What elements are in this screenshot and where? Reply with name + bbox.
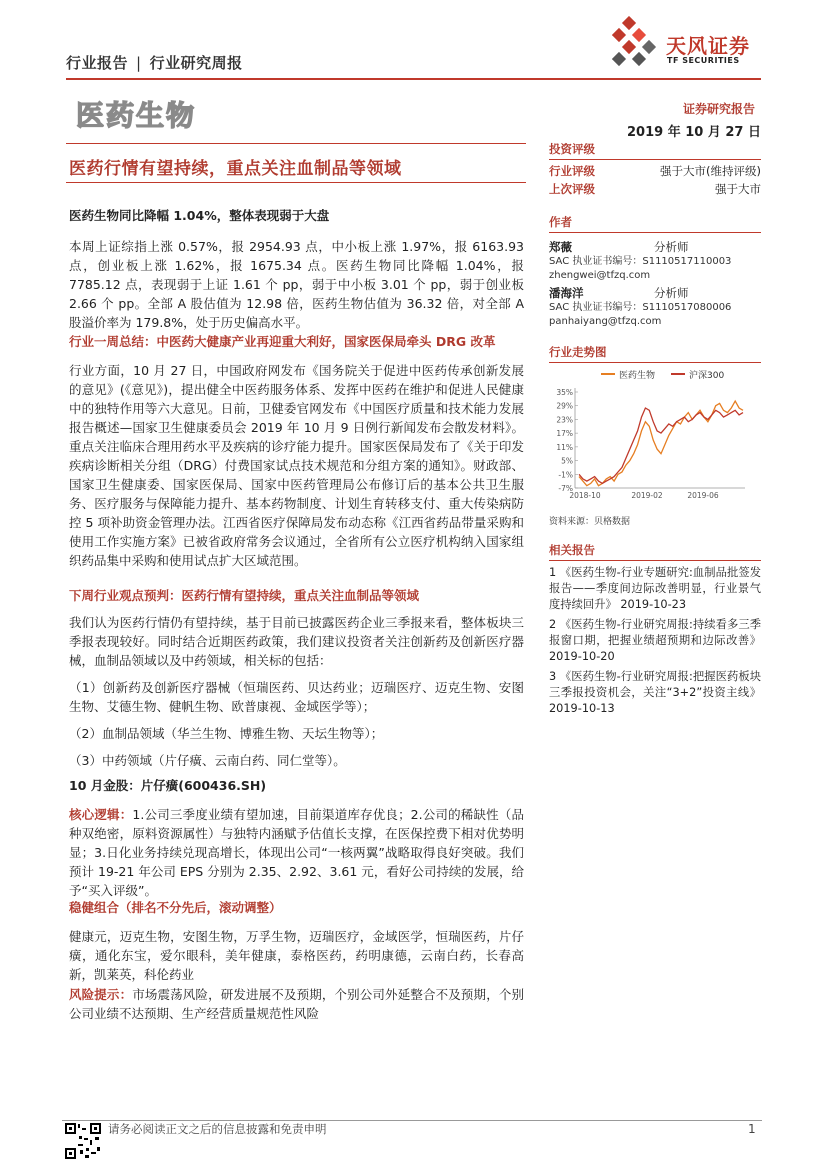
rating-row xyxy=(549,180,761,198)
analyst-email[interactable]: zhengwei@tfzq.com xyxy=(549,270,651,281)
qr-code-icon xyxy=(64,1122,102,1160)
analyst-row xyxy=(549,285,761,301)
rating-row xyxy=(549,162,761,180)
analyst-role: 分析师 xyxy=(654,286,689,300)
section-paragraph: 健康元，迈克生物，安图生物，万孚生物，迈瑞医疗，金域医学，恒瑞医药，片仔癀，通化东宝，爱尔眼科，美年健康，泰格医药，药明康德，云南白药，长春高新，凯莱英，科伦药业 xyxy=(69,929,524,982)
y-tick-label: 29% xyxy=(556,401,573,411)
y-tick-label: -7% xyxy=(558,484,573,493)
sidebar-heading: 作者 xyxy=(549,214,761,233)
sidebar-heading: 相关报告 xyxy=(549,542,761,561)
section-gold-stock xyxy=(69,776,524,900)
x-tick-label: 2019-06 xyxy=(687,491,719,500)
sidebar-heading: 投资评级 xyxy=(549,141,761,160)
sector-title: 医药生物 xyxy=(76,99,197,132)
rating-value: 强于大市 xyxy=(715,182,761,196)
report-type: 证券研究报告 xyxy=(682,102,755,116)
x-tick-label: 2018-10 xyxy=(569,491,601,500)
section-weekly-summary xyxy=(69,332,524,570)
series-line-pharma xyxy=(579,401,743,486)
report-title: 医药行情有望持续，重点关注血制品等领域 xyxy=(69,159,402,179)
inline-body: 1.公司三季度业绩有望加速，目前渠道库存优良；2.公司的稀缺性（品种双绝密，原料资源属性）与独特内涵赋予估值长支撑，在医保控费下相对优势明显；3.日化业务持续兑现高增长，体现出公司“一核两翼”战略取得良好突破。我们预计 19-21 年公司 EPS 分别为 2.35、2.92、3.61 元，看好公司持续的发展，给予“买入评级”。 xyxy=(69,807,524,898)
page-number: 1 xyxy=(748,1122,756,1136)
analyst-name: 潘海洋 xyxy=(549,286,584,300)
rating-key: 上次评级 xyxy=(549,182,595,196)
analyst-cert: SAC 执业证书编号：S1110517080006 xyxy=(549,302,732,313)
rating-value: 强于大市(维持评级) xyxy=(660,164,761,178)
y-tick-label: -1% xyxy=(558,470,573,480)
trend-chart xyxy=(549,360,761,520)
section-portfolio xyxy=(69,898,524,984)
y-tick-label: 35% xyxy=(556,388,573,397)
section-paragraph: 本周上证综指上涨 0.57%，报 2954.93 点，中小板上涨 1.97%，报 6163.93 点，创业板上涨 1.62%，报 1675.34 点。医药生物同比降幅 1.04%，报 7785.12 点，表现弱于上证 1.61 个 pp，弱于中小板 3.01 个 pp，弱于创业板 2.66 个 pp。全部 A 股估值为 12.98 倍，医药生物估值为 36.32 倍，对全部 A 股溢价率为 179.8%，处于历史偏高水平。 xyxy=(69,239,524,330)
report-date: 2019 年 10 月 27 日 xyxy=(627,125,761,140)
legend-label: 医药生物 xyxy=(619,371,656,381)
section-heading: 医药生物同比降幅 1.04%，整体表现弱于大盘 xyxy=(69,208,330,223)
section-paragraph: 我们认为医药行情仍有望持续，基于目前已披露医药企业三季报来看，整体板块三季报表现较好。同时结合近期医药政策，我们建议投资者关注创新药及创新医疗器械，血制品领域以及中药领域，相关标的包括： xyxy=(69,615,524,668)
section-paragraph xyxy=(69,985,524,1023)
sidebar-related xyxy=(549,542,761,721)
y-tick-label: 5% xyxy=(561,456,573,466)
section-paragraph xyxy=(69,805,524,900)
list-item: （2）血制品领域（华兰生物、博雅生物、天坛生物等）； xyxy=(69,726,384,741)
title-rule-bottom xyxy=(66,182,526,183)
analyst-role: 分析师 xyxy=(654,240,689,254)
title-rule-top xyxy=(66,143,526,144)
analyst-cert: SAC 执业证书编号：S1110517110003 xyxy=(549,256,732,267)
sidebar-rating xyxy=(549,141,761,198)
list-item: （3）中药领域（片仔癀、云南白药、同仁堂等）。 xyxy=(69,753,346,768)
y-tick-label: 17% xyxy=(556,429,573,439)
inline-label: 风险提示： xyxy=(69,987,133,1002)
related-report-link[interactable]: 3 《医药生物-行业研究周报:把握医药板块三季报投资机会，关注“3+2”投资主线》 2019-10-13 xyxy=(549,670,761,715)
list-item: （1）创新药及创新医疗器械（恒瑞医药、贝达药业；迈瑞医疗、迈克生物、安图生物、艾德生物、健帆生物、欧普康视、金域医学等）； xyxy=(69,680,524,714)
inline-body: 市场震荡风险，研发进展不及预期，个别公司外延整合不及预期，个别公司业绩不达预期、生产经营质量规范性风险 xyxy=(69,987,524,1021)
sidebar-authors xyxy=(549,214,761,329)
x-tick-label: 2019-02 xyxy=(631,491,663,500)
section-heading: 下周行业观点预判：医药行情有望持续，重点关注血制品等领域 xyxy=(69,588,420,603)
header-report-kind: 行业报告 xyxy=(66,54,129,72)
related-list xyxy=(549,565,761,717)
footer-disclaimer[interactable]: 请务必阅读正文之后的信息披露和免责申明 xyxy=(108,1122,327,1136)
related-report-link[interactable]: 2 《医药生物-行业研究周报:持续看多三季报窗口期，把握业绩超预期和边际改善》 2019-10-20 xyxy=(549,618,761,663)
related-report-link[interactable]: 1 《医药生物-行业专题研究:血制品批签发报告——季度间边际改善明显，行业景气度持续回升》 2019-10-23 xyxy=(549,566,761,611)
analyst-email[interactable]: panhaiyang@tfzq.com xyxy=(549,316,662,327)
header-report-subkind: 行业研究周报 xyxy=(149,54,243,72)
inline-label: 核心逻辑： xyxy=(69,807,133,822)
header-separator: | xyxy=(136,54,142,72)
header-breadcrumb xyxy=(66,52,243,73)
series-line-hs300 xyxy=(579,408,743,483)
y-tick-label: 23% xyxy=(556,415,573,425)
header-divider xyxy=(66,78,761,80)
analyst-name: 郑薇 xyxy=(549,240,572,254)
section-outlook xyxy=(69,586,524,770)
section-paragraph: 行业方面，10 月 27 日，中国政府网发布《国务院关于促进中医药传承创新发展的意见》(《意见》)，提出健全中医药服务体系、发挥中医药在维护和促进人民健康中的独特作用等六大意见。日前，卫健委官网发布《中国医疗质量和技术能力发展报告概述—国家卫生健康委员会 2019 年 10 月 9 日例行新闻发布会散发材料》。重点关注临床合理用药水平及疾病的诊疗能力提升。国家医保局发布了《关于印发疾病诊断相关分组（DRG）付费国家试点技术规范和分组方案的通知》。财政部、国家卫生健康委、国家医保局、国家中医药管理局公布修订后的基本公共卫生服务、医疗服务与保障能力提升、基本药物制度、计划生育转移支付、重大传染病防控 5 项补助资金管理办法。江西省医疗保障局发布动态称《江西省药品带量采购和使用工作实施方案》已被省政府常务会议通过，全省所有公立医疗机构纳入国家组织药品集中采购和使用试点扩大区域范围。 xyxy=(69,363,524,568)
section-market-summary xyxy=(69,206,524,332)
y-tick-label: 11% xyxy=(556,442,573,452)
sidebar-heading: 行业走势图 xyxy=(549,344,761,363)
section-heading: 稳健组合（排名不分先后，滚动调整） xyxy=(69,900,282,915)
section-heading: 行业一周总结：中医药大健康产业再迎重大利好，国家医保局牵头 DRG 改革 xyxy=(69,334,496,349)
logo-name: 天风证券 xyxy=(666,34,750,58)
chart-source: 资料来源：贝格数据 xyxy=(549,517,631,527)
legend-label: 沪深300 xyxy=(689,371,725,381)
section-heading: 10 月金股：片仔癀(600436.SH) xyxy=(69,778,267,793)
section-risk xyxy=(69,985,524,1023)
rating-key: 行业评级 xyxy=(549,164,595,178)
analyst-row xyxy=(549,239,761,255)
logo-english: TF SECURITIES xyxy=(667,56,740,65)
